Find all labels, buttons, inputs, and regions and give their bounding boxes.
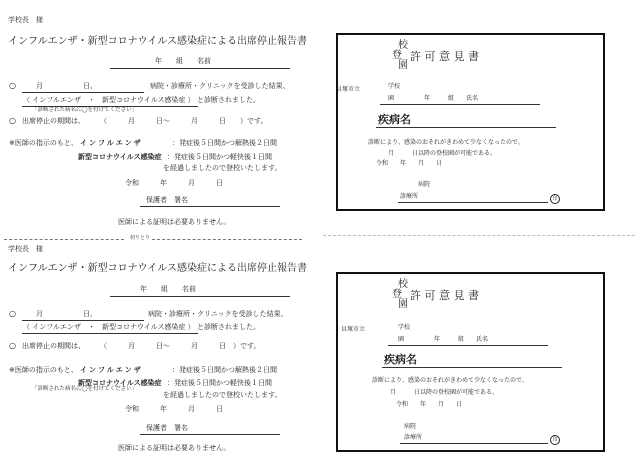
class-underline: [380, 104, 540, 105]
grade-underline: [110, 68, 290, 69]
grade-underline: [110, 296, 290, 297]
visit-mark: ○: [9, 309, 16, 318]
visit-month: 月: [36, 310, 43, 318]
clinic-label: 診療所: [400, 193, 419, 200]
visit-underline: [22, 92, 144, 93]
class-line: 園 年 組 氏名: [388, 95, 479, 102]
grade-line: 年 組 名前: [155, 57, 211, 65]
period-label: 出席停止の期間は、: [22, 117, 85, 125]
diagnosis-disease: インフルエンザ ・ 新型コロナウイルス感染症: [32, 323, 186, 331]
guidance-end: を経過しましたので登校いたします。: [163, 391, 282, 399]
cut-label: 切りとり: [130, 235, 151, 241]
guidance-covid-label: 新型コロナウイルス感染症: [78, 379, 162, 387]
separator-right: [323, 235, 635, 236]
city-label: 貝塚市立: [341, 326, 366, 333]
period-mark: ○: [9, 116, 16, 125]
resume-line: 月 日以降の登校園が可能である。: [388, 150, 497, 157]
guidance-flu-label: インフルエンザ: [80, 366, 143, 374]
guardian-underline: [140, 434, 280, 435]
statement: 診断により、感染のおそれがきわめて少なくなったので、: [372, 377, 528, 384]
opinion-date: 令和 年 月 日: [396, 401, 463, 408]
cut-line-left: [4, 239, 124, 240]
guidance-covid-label: 新型コロナウイルス感染症: [78, 153, 162, 161]
period-value: （ 月 日～ 月 日 ）です。: [100, 342, 261, 350]
school-readmission-form-top: [336, 33, 605, 211]
guidance-end: を経過しましたので登校いたします。: [163, 164, 282, 172]
title-kanji-stack: 校 登 園: [392, 279, 408, 310]
visit-text: 病院・診療所・クリニックを受診した結果、: [150, 82, 290, 90]
title-kanji-stack: 校 登 園: [392, 40, 408, 71]
disease-label: 疾病名: [384, 353, 417, 366]
school-readmission-form-bottom: [336, 272, 605, 452]
clinic-label: 診療所: [404, 434, 423, 441]
addressee: 学校長 様: [8, 245, 43, 253]
diagnosis-note: 「診断された病名に◯を付けてください」: [32, 107, 138, 113]
visit-mark: ○: [9, 81, 16, 90]
footer-note: 医師による証明は必要ありません。: [118, 218, 231, 226]
visit-month: 月: [36, 82, 43, 90]
diagnosis-note: 「診断された病名に◯を付けてください」: [32, 386, 138, 392]
grade-line: 年 組 名前: [140, 285, 196, 293]
visit-text: 病院・診療所・クリニックを受診した結果、: [148, 310, 288, 318]
period-value: （ 月 日～ 月 日 ）です。: [100, 117, 268, 125]
period-mark: ○: [9, 341, 16, 350]
guidance-covid-rule: ：発症後５日間かつ軽快後１日間: [167, 379, 272, 387]
opinion-title: 校 登 園 許 可 意 見 書: [392, 279, 479, 310]
cut-line-right: [152, 239, 302, 240]
guidance-flu-rule: ：発症後５日間かつ解熱後２日間: [172, 366, 277, 374]
clinic-underline: [400, 443, 548, 444]
guidance-intro: ※医師の指示のもと、: [9, 139, 78, 147]
opinion-date: 令和 年 月 日: [376, 160, 443, 167]
diagnosis-suffix: と診断されました。: [197, 96, 261, 104]
school-label: 学校: [388, 83, 401, 90]
opinion-title: 校 登 園 許 可 意 見 書: [392, 40, 479, 71]
guidance-flu-label: インフルエンザ: [80, 139, 143, 147]
statement: 診断により、感染のおそれがきわめて少なくなったので、: [368, 139, 524, 146]
date-line: 令和 年 月 日: [125, 179, 223, 187]
report-title: インフルエンザ・新型コロナウイルス感染症による出席停止報告書: [8, 36, 307, 47]
diagnosis-line: （ インフルエンザ ・ 新型コロナウイルス感染症 ） と診断されました。: [23, 96, 261, 104]
city-label: 貝塚市立: [336, 86, 361, 93]
seal-icon: 印: [550, 194, 560, 204]
guardian-label: 保護者 署名: [146, 424, 188, 432]
disease-underline: [376, 127, 556, 128]
disease-underline: [382, 367, 562, 368]
school-label: 学校: [398, 324, 411, 331]
guidance-intro: ※医師の指示のもと、: [9, 366, 78, 374]
hospital-label: 病院: [418, 181, 431, 188]
disease-label: 疾病名: [378, 113, 411, 126]
hospital-label: 病院: [404, 423, 417, 430]
seal-icon: 印: [550, 435, 560, 445]
diagnosis-underline: [22, 333, 198, 334]
guardian-label: 保護者 署名: [146, 196, 188, 204]
guidance-flu-rule: ：発症後５日間かつ解熱後２日間: [172, 139, 277, 147]
report-title: インフルエンザ・新型コロナウイルス感染症による出席停止報告書: [8, 263, 307, 274]
visit-day: 日、: [83, 310, 97, 318]
period-label: 出席停止の期間は、: [22, 342, 85, 350]
visit-underline: [22, 320, 144, 321]
footer-note: 医師による証明は必要ありません。: [118, 444, 231, 452]
diagnosis-line: （ インフルエンザ ・ 新型コロナウイルス感染症 ） と診断されました。: [23, 323, 261, 331]
visit-day: 日、: [83, 82, 97, 90]
date-line: 令和 年 月 日: [125, 405, 223, 413]
diagnosis-suffix: と診断されました。: [197, 323, 261, 331]
class-line: 園 年 組 氏名: [398, 336, 489, 343]
addressee: 学校長 様: [8, 16, 43, 24]
guardian-underline: [140, 206, 280, 207]
resume-line: 月 日以降の登校園が可能である。: [390, 389, 499, 396]
class-underline: [388, 345, 548, 346]
guidance-covid-rule: ：発症後５日間かつ軽快後１日間: [167, 153, 272, 161]
diagnosis-disease: インフルエンザ ・ 新型コロナウイルス感染症: [32, 96, 186, 104]
clinic-underline: [398, 202, 548, 203]
